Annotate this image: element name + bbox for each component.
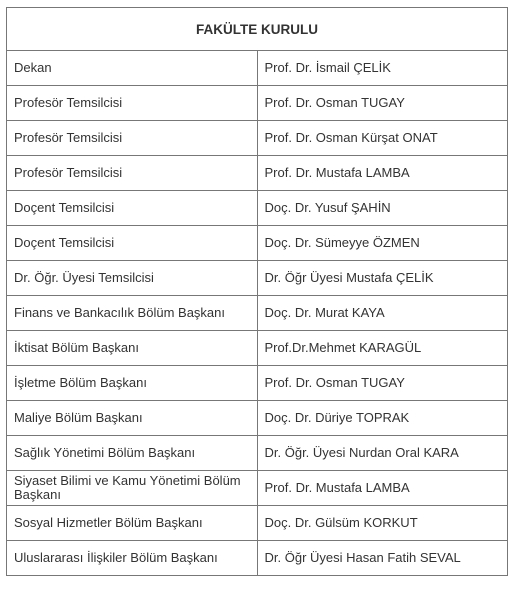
table-row [7,471,508,506]
person-cell: Prof. Dr. Mustafa LAMBA [257,471,508,506]
person-cell: Dr. Öğr Üyesi Hasan Fatih SEVAL [257,541,508,576]
table-header-row [7,8,508,51]
role-cell: Siyaset Bilimi ve Kamu Yönetimi Bölüm Başkanı [7,471,258,506]
table-row [7,436,508,471]
table-row [7,401,508,436]
table-row [7,226,508,261]
person-cell: Doç. Dr. Sümeyye ÖZMEN [257,226,508,261]
table-row [7,121,508,156]
table-row [7,331,508,366]
table-row [7,51,508,86]
role-cell: Finans ve Bankacılık Bölüm Başkanı [7,296,258,331]
role-cell: Sağlık Yönetimi Bölüm Başkanı [7,436,258,471]
role-cell: İşletme Bölüm Başkanı [7,366,258,401]
role-cell: Profesör Temsilcisi [7,86,258,121]
role-cell: Dr. Öğr. Üyesi Temsilcisi [7,261,258,296]
person-cell: Prof. Dr. İsmail ÇELİK [257,51,508,86]
role-cell: Uluslararası İlişkiler Bölüm Başkanı [7,541,258,576]
person-cell: Prof. Dr. Mustafa LAMBA [257,156,508,191]
role-cell: Sosyal Hizmetler Bölüm Başkanı [7,506,258,541]
table-row [7,366,508,401]
person-cell: Doç. Dr. Düriye TOPRAK [257,401,508,436]
table-row [7,191,508,226]
table-row [7,506,508,541]
person-cell: Doç. Dr. Yusuf ŞAHİN [257,191,508,226]
role-cell: Profesör Temsilcisi [7,156,258,191]
role-cell: İktisat Bölüm Başkanı [7,331,258,366]
faculty-board-container [6,7,508,576]
person-cell: Prof. Dr. Osman TUGAY [257,366,508,401]
person-cell: Dr. Öğr. Üyesi Nurdan Oral KARA [257,436,508,471]
table-row [7,156,508,191]
table-row [7,541,508,576]
faculty-board-table [6,7,508,576]
table-row [7,261,508,296]
table-row [7,296,508,331]
person-cell: Dr. Öğr Üyesi Mustafa ÇELİK [257,261,508,296]
role-cell: Maliye Bölüm Başkanı [7,401,258,436]
person-cell: Doç. Dr. Gülsüm KORKUT [257,506,508,541]
person-cell: Doç. Dr. Murat KAYA [257,296,508,331]
table-title: FAKÜLTE KURULU [7,8,508,51]
person-cell: Prof.Dr.Mehmet KARAGÜL [257,331,508,366]
person-cell: Prof. Dr. Osman TUGAY [257,86,508,121]
role-cell: Profesör Temsilcisi [7,121,258,156]
role-cell: Doçent Temsilcisi [7,191,258,226]
table-row [7,86,508,121]
role-cell: Doçent Temsilcisi [7,226,258,261]
role-cell: Dekan [7,51,258,86]
person-cell: Prof. Dr. Osman Kürşat ONAT [257,121,508,156]
